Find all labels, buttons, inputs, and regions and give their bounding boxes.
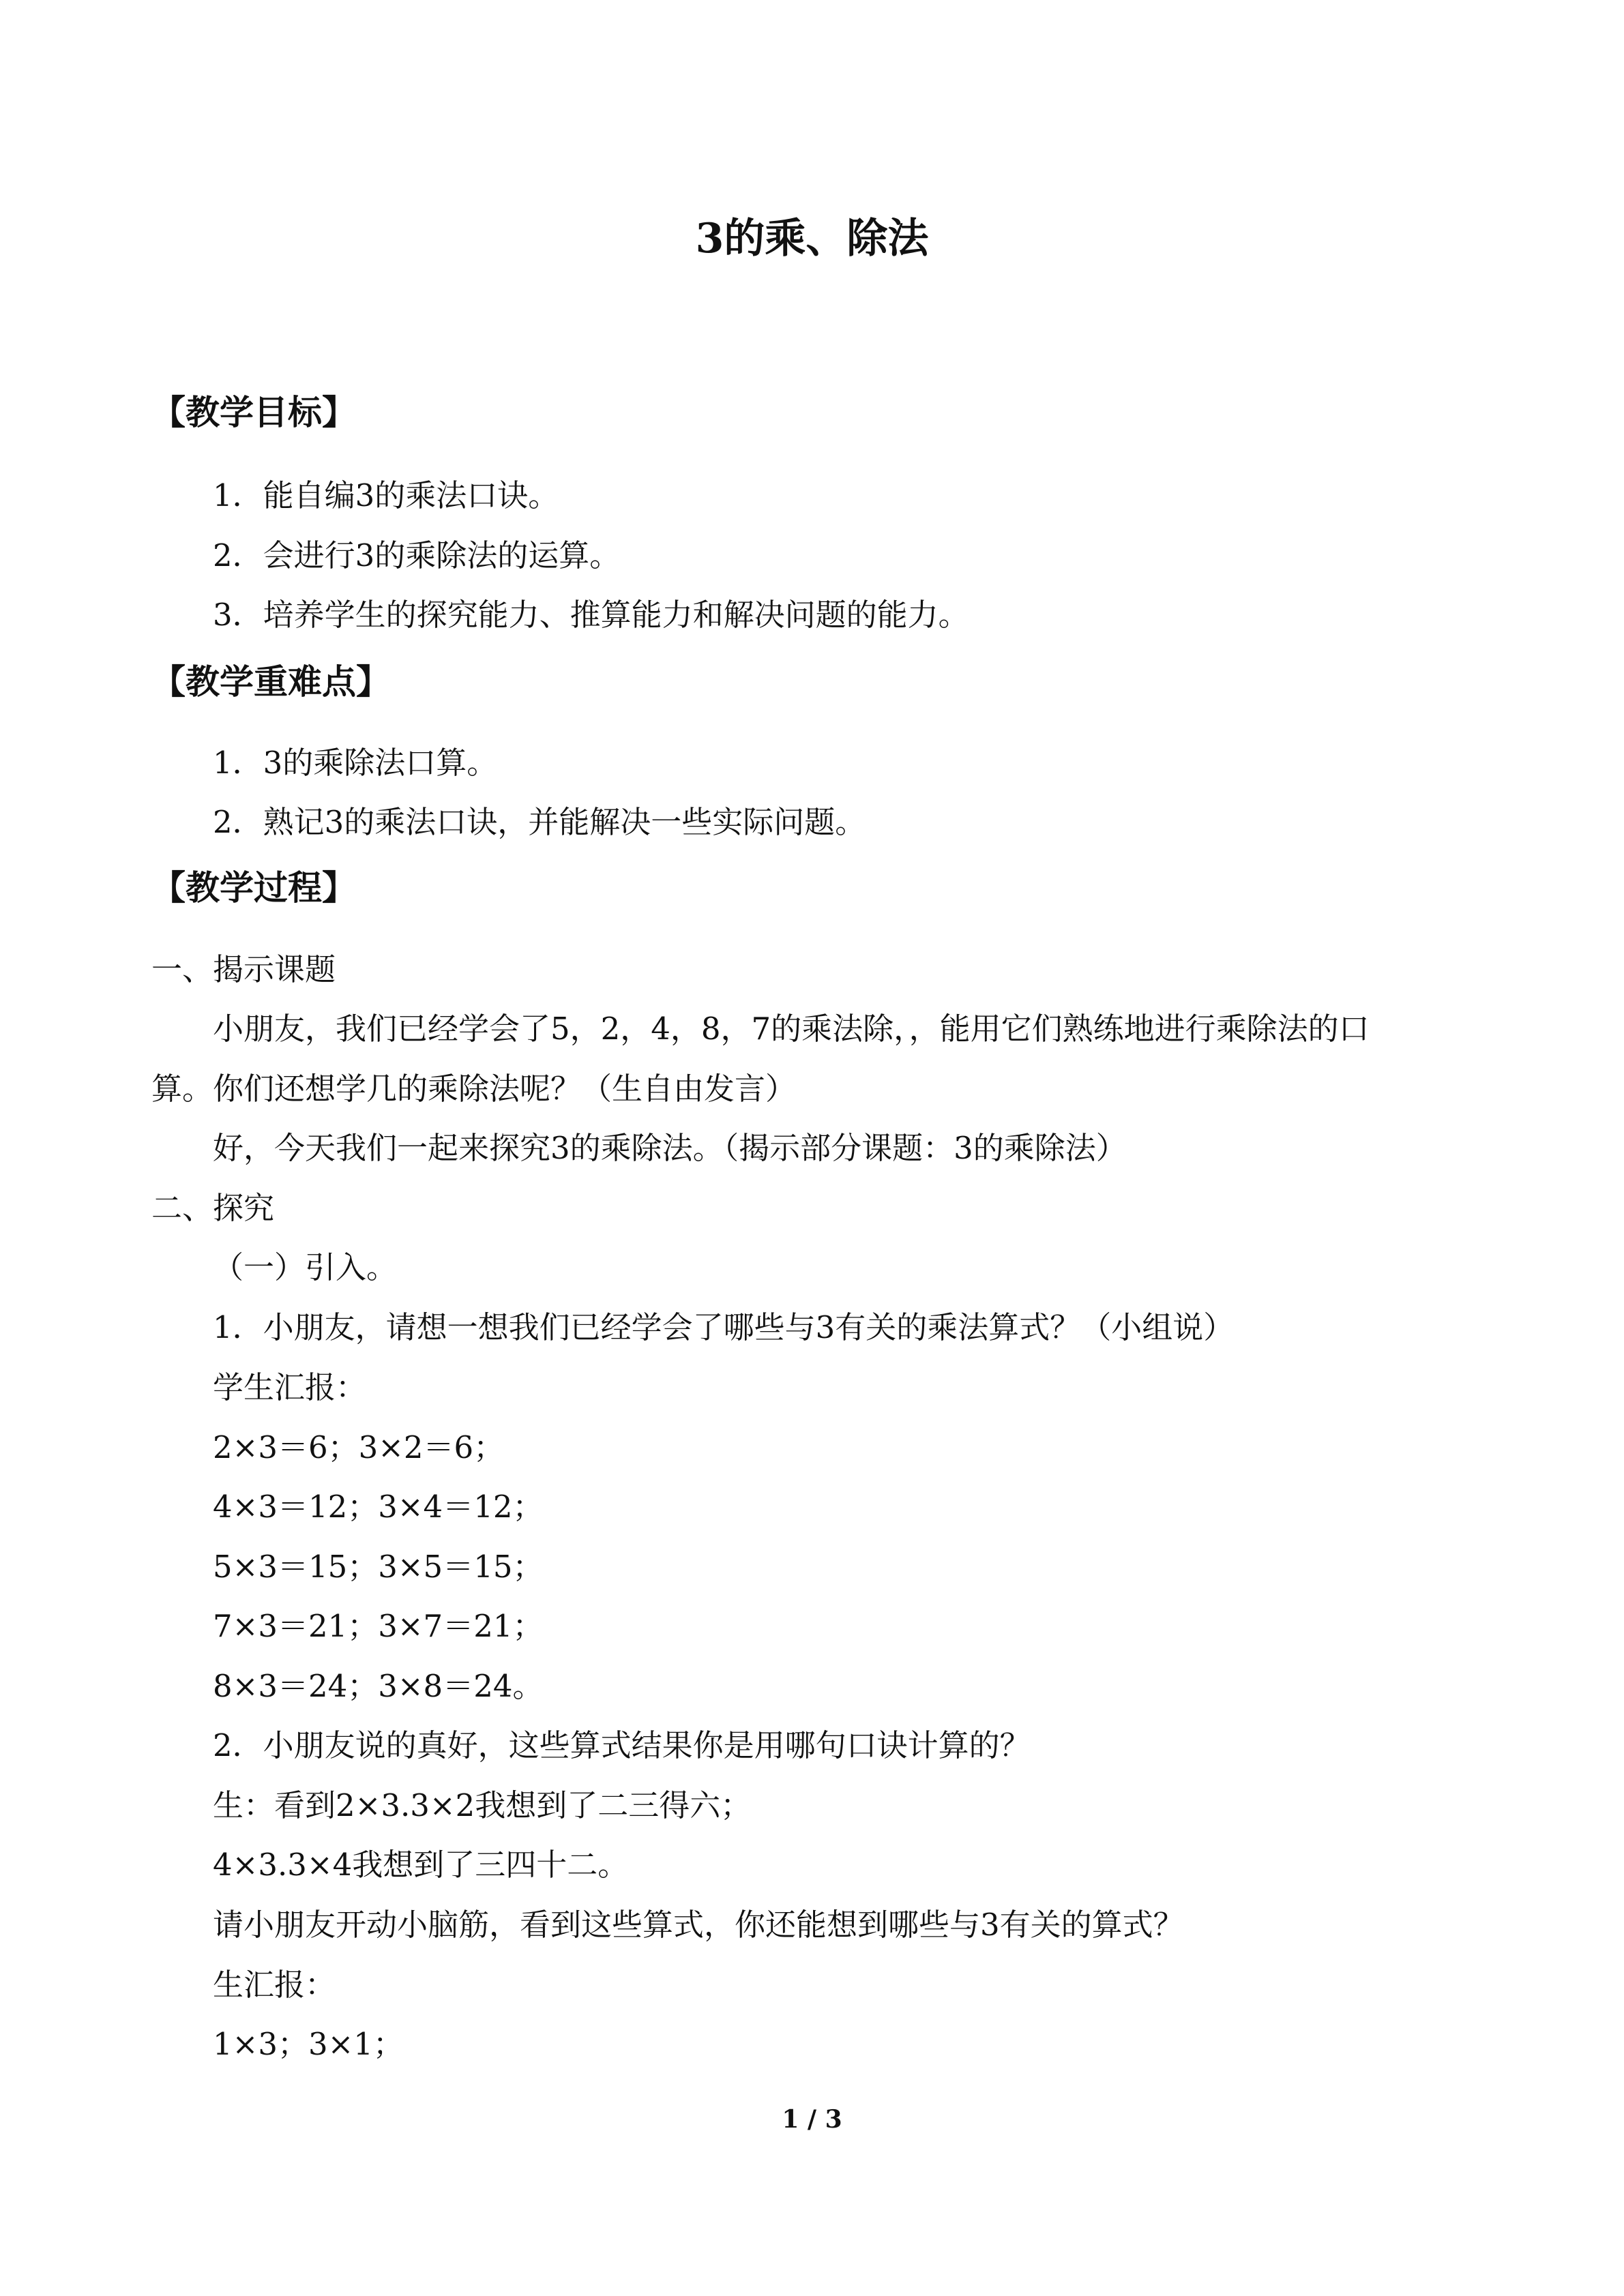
key-point-item: 2．熟记3的乘法口诀，并能解决一些实际问题。	[213, 804, 866, 840]
section-heading-process: 【教学过程】	[151, 867, 356, 908]
question-line: 2．小朋友说的真好，这些算式结果你是用哪句口诀计算的？	[213, 1727, 1031, 1763]
section-heading-objectives: 【教学目标】	[151, 392, 356, 432]
equation-line: 8×3＝24；3×8＝24。	[213, 1668, 544, 1704]
question-line: 1．小朋友，请想一想我们已经学会了哪些与3有关的乘法算式？（小组说）	[213, 1309, 1235, 1345]
paragraph-line: 小朋友，我们已经学会了5，2，4，8，7的乘法除，，能用它们熟练地进行乘除法的口	[213, 1011, 1370, 1047]
page-number: 1 / 3	[782, 2105, 842, 2134]
equation-line: 7×3＝21；3×7＝21；	[213, 1608, 544, 1644]
paragraph-line: 好，今天我们一起来探究3的乘除法。（揭示部分课题：3的乘除法）	[213, 1130, 1127, 1166]
answer-line: 生：看到2×3.3×2我想到了二三得六；	[213, 1787, 752, 1823]
equation-line: 1×3；3×1；	[213, 2026, 404, 2062]
equation-line: 2×3＝6；3×2＝6；	[213, 1429, 505, 1465]
section-heading-key-points: 【教学重难点】	[151, 661, 390, 702]
subsection-heading: （一）引入。	[213, 1249, 398, 1285]
equation-line: 5×3＝15；3×5＝15；	[213, 1549, 544, 1585]
objective-item: 3．培养学生的探究能力、推算能力和解决问题的能力。	[213, 597, 969, 633]
report-label: 学生汇报：	[213, 1369, 367, 1405]
part1-heading: 一、揭示课题	[151, 951, 336, 987]
report-label: 生汇报：	[213, 1967, 336, 2003]
key-point-item: 1．3的乘除法口算。	[213, 745, 498, 781]
objective-item: 2．会进行3的乘除法的运算。	[213, 537, 621, 573]
page-title: 3的乘、除法	[695, 215, 929, 263]
answer-line: 4×3.3×4我想到了三四十二。	[213, 1847, 629, 1883]
objective-item: 1．能自编3的乘法口诀。	[213, 477, 559, 513]
prompt-line: 请小朋友开动小脑筋，看到这些算式，你还能想到哪些与3有关的算式？	[213, 1907, 1184, 1943]
paragraph-line: 算。你们还想学几的乘除法呢？（生自由发言）	[151, 1071, 797, 1107]
equation-line: 4×3＝12；3×4＝12；	[213, 1489, 544, 1525]
part2-heading: 二、探究	[151, 1190, 275, 1226]
